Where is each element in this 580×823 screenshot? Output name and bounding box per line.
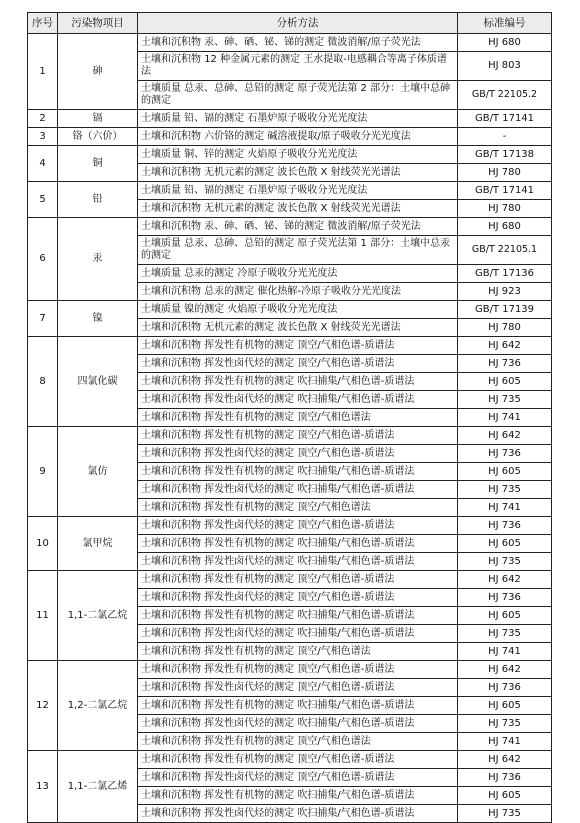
pollutant-name: 砷 (58, 34, 138, 110)
row-number: 4 (28, 146, 58, 182)
standard-number: HJ 780 (458, 164, 552, 182)
analysis-method: 土壤质量 总汞的测定 冷原子吸收分光光度法 (138, 265, 458, 283)
pollutant-name: 氯仿 (58, 427, 138, 517)
analysis-method: 土壤和沉积物 挥发性卤代烃的测定 顶空/气相色谱-质谱法 (138, 589, 458, 607)
analysis-method: 土壤和沉积物 挥发性卤代烃的测定 吹扫捕集/气相色谱-质谱法 (138, 481, 458, 499)
standard-number: HJ 605 (458, 373, 552, 391)
analysis-method: 土壤和沉积物 挥发性有机物的测定 吹扫捕集/气相色谱-质谱法 (138, 607, 458, 625)
row-number: 6 (28, 218, 58, 301)
analysis-method: 土壤和沉积物 汞、砷、硒、铋、锑的测定 微波消解/原子荧光法 (138, 34, 458, 52)
table-row (28, 571, 552, 589)
analysis-method: 土壤质量 铜、锌的测定 火焰原子吸收分光光度法 (138, 146, 458, 164)
analysis-method: 土壤质量 镍的测定 火焰原子吸收分光光度法 (138, 301, 458, 319)
pollutant-name: 1,1-二氯乙烯 (58, 751, 138, 823)
header-method: 分析方法 (138, 13, 458, 34)
standard-number: GB/T 17141 (458, 110, 552, 128)
pollutant-name: 汞 (58, 218, 138, 301)
pollutant-name: 铜 (58, 146, 138, 182)
analysis-method: 土壤和沉积物 挥发性有机物的测定 顶空/气相色谱法 (138, 733, 458, 751)
standard-number: GB/T 17141 (458, 182, 552, 200)
row-number: 1 (28, 34, 58, 110)
standard-number: HJ 680 (458, 34, 552, 52)
analysis-method: 土壤质量 总汞、总砷、总铅的测定 原子荧光法第 1 部分：土壤中总汞的测定 (138, 236, 458, 265)
standard-number: HJ 680 (458, 218, 552, 236)
pollutant-name: 氯甲烷 (58, 517, 138, 571)
analysis-method: 土壤和沉积物 挥发性有机物的测定 顶空/气相色谱-质谱法 (138, 427, 458, 445)
analysis-method: 土壤和沉积物 六价铬的测定 碱溶液提取/原子吸收分光光度法 (138, 128, 458, 146)
standard-number: GB/T 17138 (458, 146, 552, 164)
row-number: 12 (28, 661, 58, 751)
analysis-method: 土壤和沉积物 挥发性有机物的测定 顶空/气相色谱法 (138, 409, 458, 427)
pollutant-name: 1,1-二氯乙烷 (58, 571, 138, 661)
table-body (28, 34, 552, 823)
table-header (28, 13, 552, 34)
table-row (28, 128, 552, 146)
standard-number: HJ 923 (458, 283, 552, 301)
table-row (28, 182, 552, 200)
standard-number: HJ 642 (458, 337, 552, 355)
analysis-method: 土壤和沉积物 挥发性有机物的测定 吹扫捕集/气相色谱-质谱法 (138, 787, 458, 805)
standards-document (27, 12, 551, 823)
analysis-method: 土壤和沉积物 挥发性卤代烃的测定 吹扫捕集/气相色谱-质谱法 (138, 391, 458, 409)
analysis-method: 土壤和沉积物 挥发性卤代烃的测定 顶空/气相色谱-质谱法 (138, 355, 458, 373)
standard-number: GB/T 22105.2 (458, 81, 552, 110)
analysis-method: 土壤和沉积物 挥发性有机物的测定 吹扫捕集/气相色谱-质谱法 (138, 463, 458, 481)
analysis-method: 土壤和沉积物 无机元素的测定 波长色散 X 射线荧光光谱法 (138, 200, 458, 218)
row-number: 10 (28, 517, 58, 571)
row-number: 9 (28, 427, 58, 517)
standard-number: GB/T 22105.1 (458, 236, 552, 265)
header-no: 序号 (28, 13, 58, 34)
analysis-method: 土壤质量 总汞、总砷、总铅的测定 原子荧光法第 2 部分：土壤中总砷的测定 (138, 81, 458, 110)
standard-number: HJ 735 (458, 805, 552, 823)
analysis-method: 土壤和沉积物 挥发性有机物的测定 吹扫捕集/气相色谱-质谱法 (138, 373, 458, 391)
analysis-method: 土壤和沉积物 挥发性卤代烃的测定 吹扫捕集/气相色谱-质谱法 (138, 625, 458, 643)
pollutant-name: 四氯化碳 (58, 337, 138, 427)
standard-number: HJ 735 (458, 715, 552, 733)
analysis-method: 土壤和沉积物 汞、砷、硒、铋、锑的测定 微波消解/原子荧光法 (138, 218, 458, 236)
standard-number: HJ 736 (458, 517, 552, 535)
standard-number: HJ 605 (458, 697, 552, 715)
analysis-method: 土壤和沉积物 挥发性卤代烃的测定 顶空/气相色谱-质谱法 (138, 679, 458, 697)
analysis-method: 土壤和沉积物 总汞的测定 催化热解-冷原子吸收分光光度法 (138, 283, 458, 301)
standard-number: HJ 741 (458, 409, 552, 427)
row-number: 3 (28, 128, 58, 146)
standard-number: HJ 642 (458, 661, 552, 679)
table-row (28, 110, 552, 128)
analysis-method: 土壤和沉积物 挥发性有机物的测定 顶空/气相色谱-质谱法 (138, 661, 458, 679)
header-standard: 标准编号 (458, 13, 552, 34)
analysis-method: 土壤和沉积物 挥发性有机物的测定 顶空/气相色谱法 (138, 499, 458, 517)
table-row (28, 751, 552, 769)
analysis-methods-table (27, 12, 552, 823)
standard-number: HJ 642 (458, 571, 552, 589)
analysis-method: 土壤和沉积物 12 种金属元素的测定 王水提取-电感耦合等离子体质谱法 (138, 52, 458, 81)
standard-number: GB/T 17136 (458, 265, 552, 283)
analysis-method: 土壤和沉积物 挥发性有机物的测定 吹扫捕集/气相色谱-质谱法 (138, 535, 458, 553)
table-row (28, 427, 552, 445)
standard-number: HJ 605 (458, 787, 552, 805)
table-row (28, 34, 552, 52)
standard-number: HJ 736 (458, 445, 552, 463)
standard-number: GB/T 17139 (458, 301, 552, 319)
standard-number: HJ 803 (458, 52, 552, 81)
table-row (28, 218, 552, 236)
standard-number: HJ 735 (458, 625, 552, 643)
standard-number: HJ 736 (458, 355, 552, 373)
row-number: 7 (28, 301, 58, 337)
pollutant-name: 镉 (58, 110, 138, 128)
standard-number: HJ 642 (458, 427, 552, 445)
standard-number: HJ 736 (458, 589, 552, 607)
standard-number: HJ 736 (458, 769, 552, 787)
row-number: 5 (28, 182, 58, 218)
pollutant-name: 镍 (58, 301, 138, 337)
analysis-method: 土壤质量 铅、镉的测定 石墨炉原子吸收分光光度法 (138, 182, 458, 200)
standard-number: HJ 780 (458, 200, 552, 218)
standard-number: HJ 605 (458, 463, 552, 481)
pollutant-name: 铬（六价） (58, 128, 138, 146)
analysis-method: 土壤和沉积物 挥发性有机物的测定 顶空/气相色谱-质谱法 (138, 571, 458, 589)
row-number: 13 (28, 751, 58, 823)
table-row (28, 337, 552, 355)
pollutant-name: 铅 (58, 182, 138, 218)
standard-number: HJ 741 (458, 499, 552, 517)
standard-number: HJ 741 (458, 643, 552, 661)
header-row (28, 13, 552, 34)
standard-number: HJ 741 (458, 733, 552, 751)
analysis-method: 土壤和沉积物 挥发性卤代烃的测定 顶空/气相色谱-质谱法 (138, 445, 458, 463)
analysis-method: 土壤和沉积物 挥发性卤代烃的测定 顶空/气相色谱-质谱法 (138, 517, 458, 535)
standard-number: HJ 736 (458, 679, 552, 697)
row-number: 2 (28, 110, 58, 128)
analysis-method: 土壤和沉积物 挥发性有机物的测定 吹扫捕集/气相色谱-质谱法 (138, 697, 458, 715)
table-row (28, 661, 552, 679)
analysis-method: 土壤和沉积物 无机元素的测定 波长色散 X 射线荧光光谱法 (138, 319, 458, 337)
standard-number: HJ 735 (458, 481, 552, 499)
analysis-method: 土壤和沉积物 挥发性卤代烃的测定 吹扫捕集/气相色谱-质谱法 (138, 553, 458, 571)
analysis-method: 土壤和沉积物 无机元素的测定 波长色散 X 射线荧光光谱法 (138, 164, 458, 182)
standard-number: HJ 735 (458, 391, 552, 409)
analysis-method: 土壤和沉积物 挥发性有机物的测定 顶空/气相色谱-质谱法 (138, 751, 458, 769)
table-row (28, 301, 552, 319)
pollutant-name: 1,2-二氯乙烷 (58, 661, 138, 751)
standard-number: HJ 780 (458, 319, 552, 337)
standard-number: HJ 605 (458, 535, 552, 553)
analysis-method: 土壤质量 铅、镉的测定 石墨炉原子吸收分光光度法 (138, 110, 458, 128)
analysis-method: 土壤和沉积物 挥发性卤代烃的测定 吹扫捕集/气相色谱-质谱法 (138, 715, 458, 733)
analysis-method: 土壤和沉积物 挥发性有机物的测定 顶空/气相色谱-质谱法 (138, 337, 458, 355)
row-number: 8 (28, 337, 58, 427)
table-row (28, 146, 552, 164)
analysis-method: 土壤和沉积物 挥发性卤代烃的测定 顶空/气相色谱-质谱法 (138, 769, 458, 787)
row-number: 11 (28, 571, 58, 661)
standard-number: HJ 735 (458, 553, 552, 571)
analysis-method: 土壤和沉积物 挥发性有机物的测定 顶空/气相色谱法 (138, 643, 458, 661)
standard-number: HJ 642 (458, 751, 552, 769)
standard-number: - (458, 128, 552, 146)
header-pollutant: 污染物项目 (58, 13, 138, 34)
table-row (28, 517, 552, 535)
standard-number: HJ 605 (458, 607, 552, 625)
analysis-method: 土壤和沉积物 挥发性卤代烃的测定 吹扫捕集/气相色谱-质谱法 (138, 805, 458, 823)
